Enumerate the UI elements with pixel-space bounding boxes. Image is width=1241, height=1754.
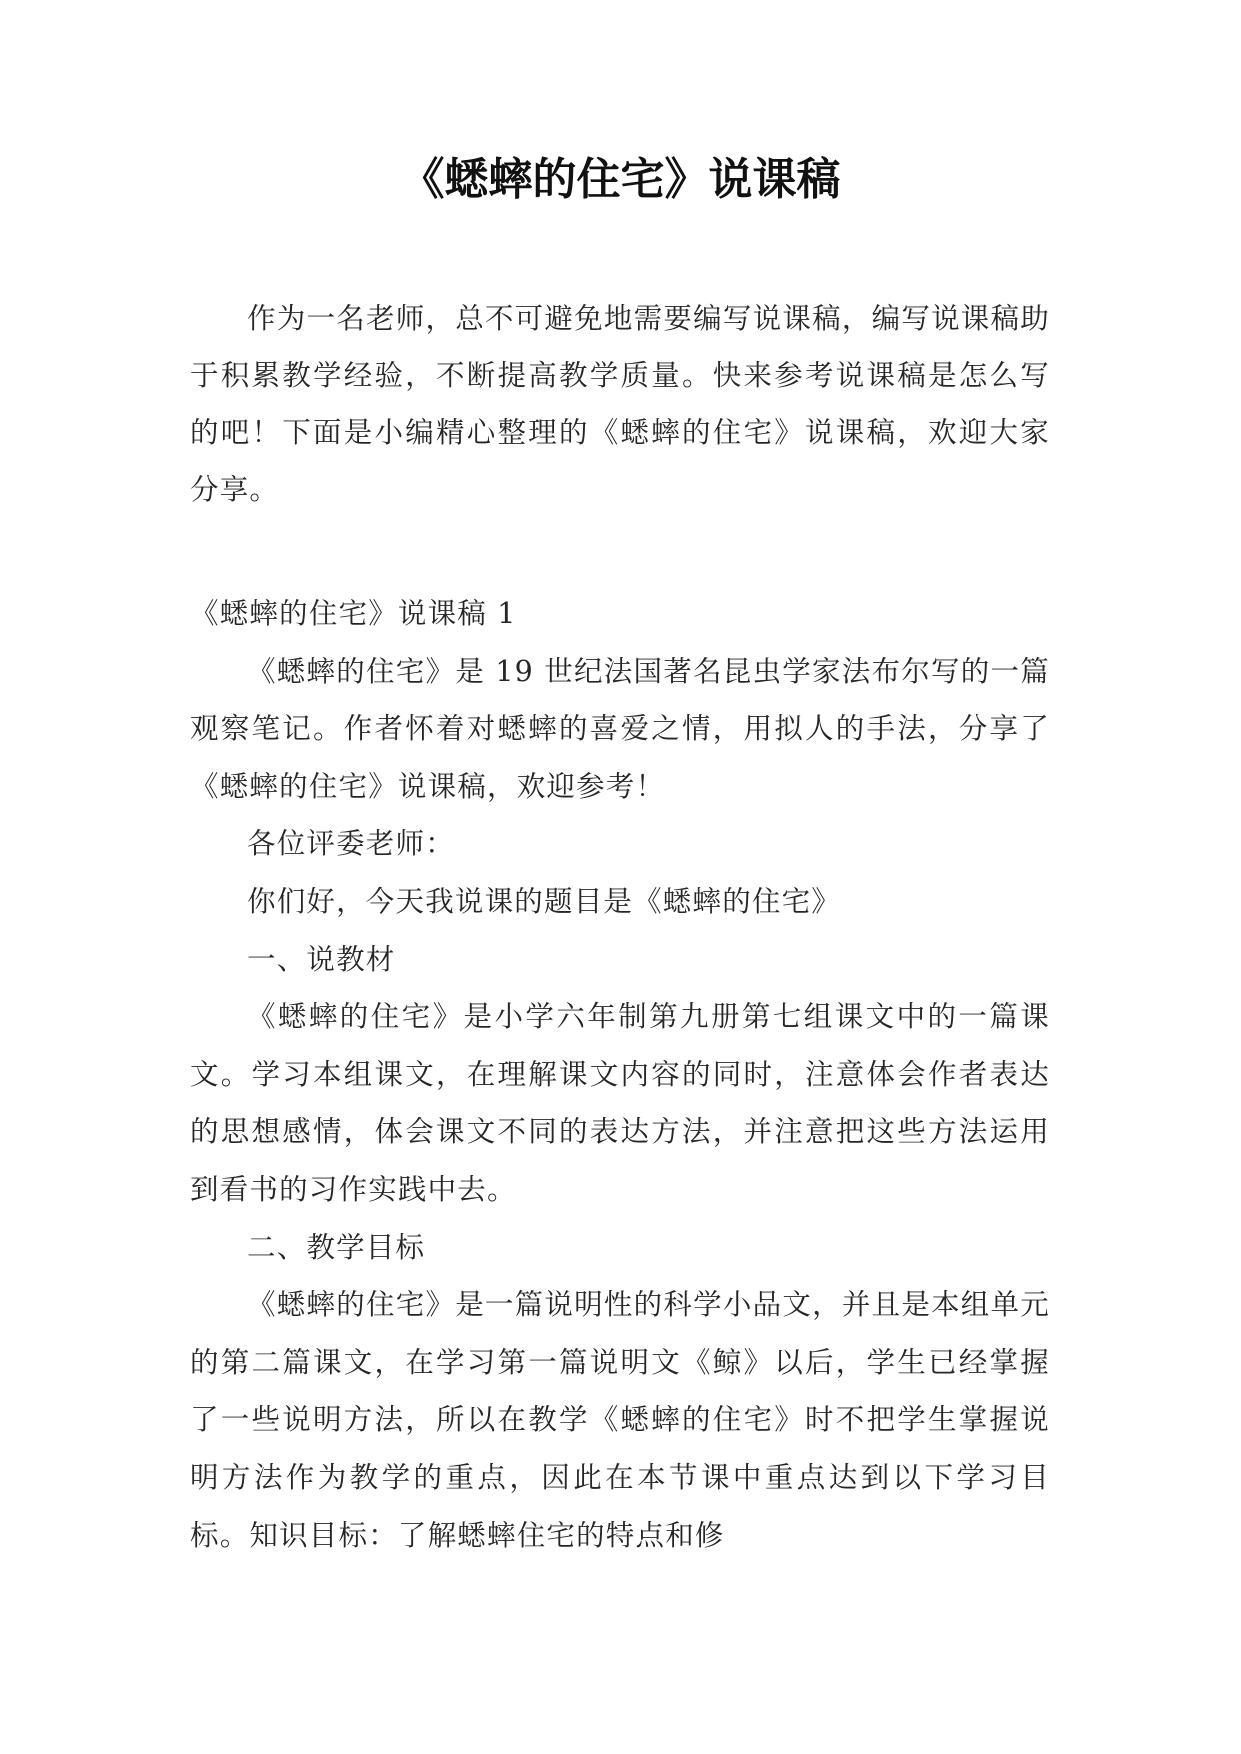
intro-paragraph: 作为一名老师，总不可避免地需要编写说课稿，编写说课稿助于积累教学经验，不断提高教学质量。快来参考说课稿是怎么写的吧！下面是小编精心整理的《蟋蟀的住宅》说课稿，欢迎大家分享。 [190,302,1050,506]
paragraph: 《蟋蟀的住宅》是小学六年制第九册第七组课文中的一篇课文。学习本组课文，在理解课文内容的同时，注意体会作者表达的思想感情，体会课文不同的表达方法，并注意把这些方法运用到看书的习作实践中去。 [190,1000,1050,1206]
subheading-teaching-goals: 二、教学目标 [247,1230,426,1264]
paragraph: 《蟋蟀的住宅》是一篇说明性的科学小品文，并且是本组单元的第二篇课文，在学习第一篇说明文《鲸》以后，学生已经掌握了一些说明方法，所以在教学《蟋蟀的住宅》时不把学生掌握说明方法作为教学的重点，因此在本节课中重点达到以下学习目标。知识目标：了解蟋蟀住宅的特点和修 [190,1288,1050,1552]
paragraph: 《蟋蟀的住宅》是 19 世纪法国著名昆虫学家法布尔写的一篇观察笔记。作者怀着对蟋蟀的喜爱之情，用拟人的手法，分享了《蟋蟀的住宅》说课稿，欢迎参考！ [190,654,1050,803]
intro-block [190,290,1050,518]
section-heading: 《蟋蟀的住宅》说课稿 1 [190,597,517,630]
subheading-teaching-material: 一、说教材 [247,942,396,976]
document-title: 《蟋蟀的住宅》说课稿 [400,154,841,205]
content-block [190,585,1050,1564]
paragraph: 你们好，今天我说课的题目是《蟋蟀的住宅》 [247,884,842,918]
paragraph-greeting: 各位评委老师： [247,827,455,861]
